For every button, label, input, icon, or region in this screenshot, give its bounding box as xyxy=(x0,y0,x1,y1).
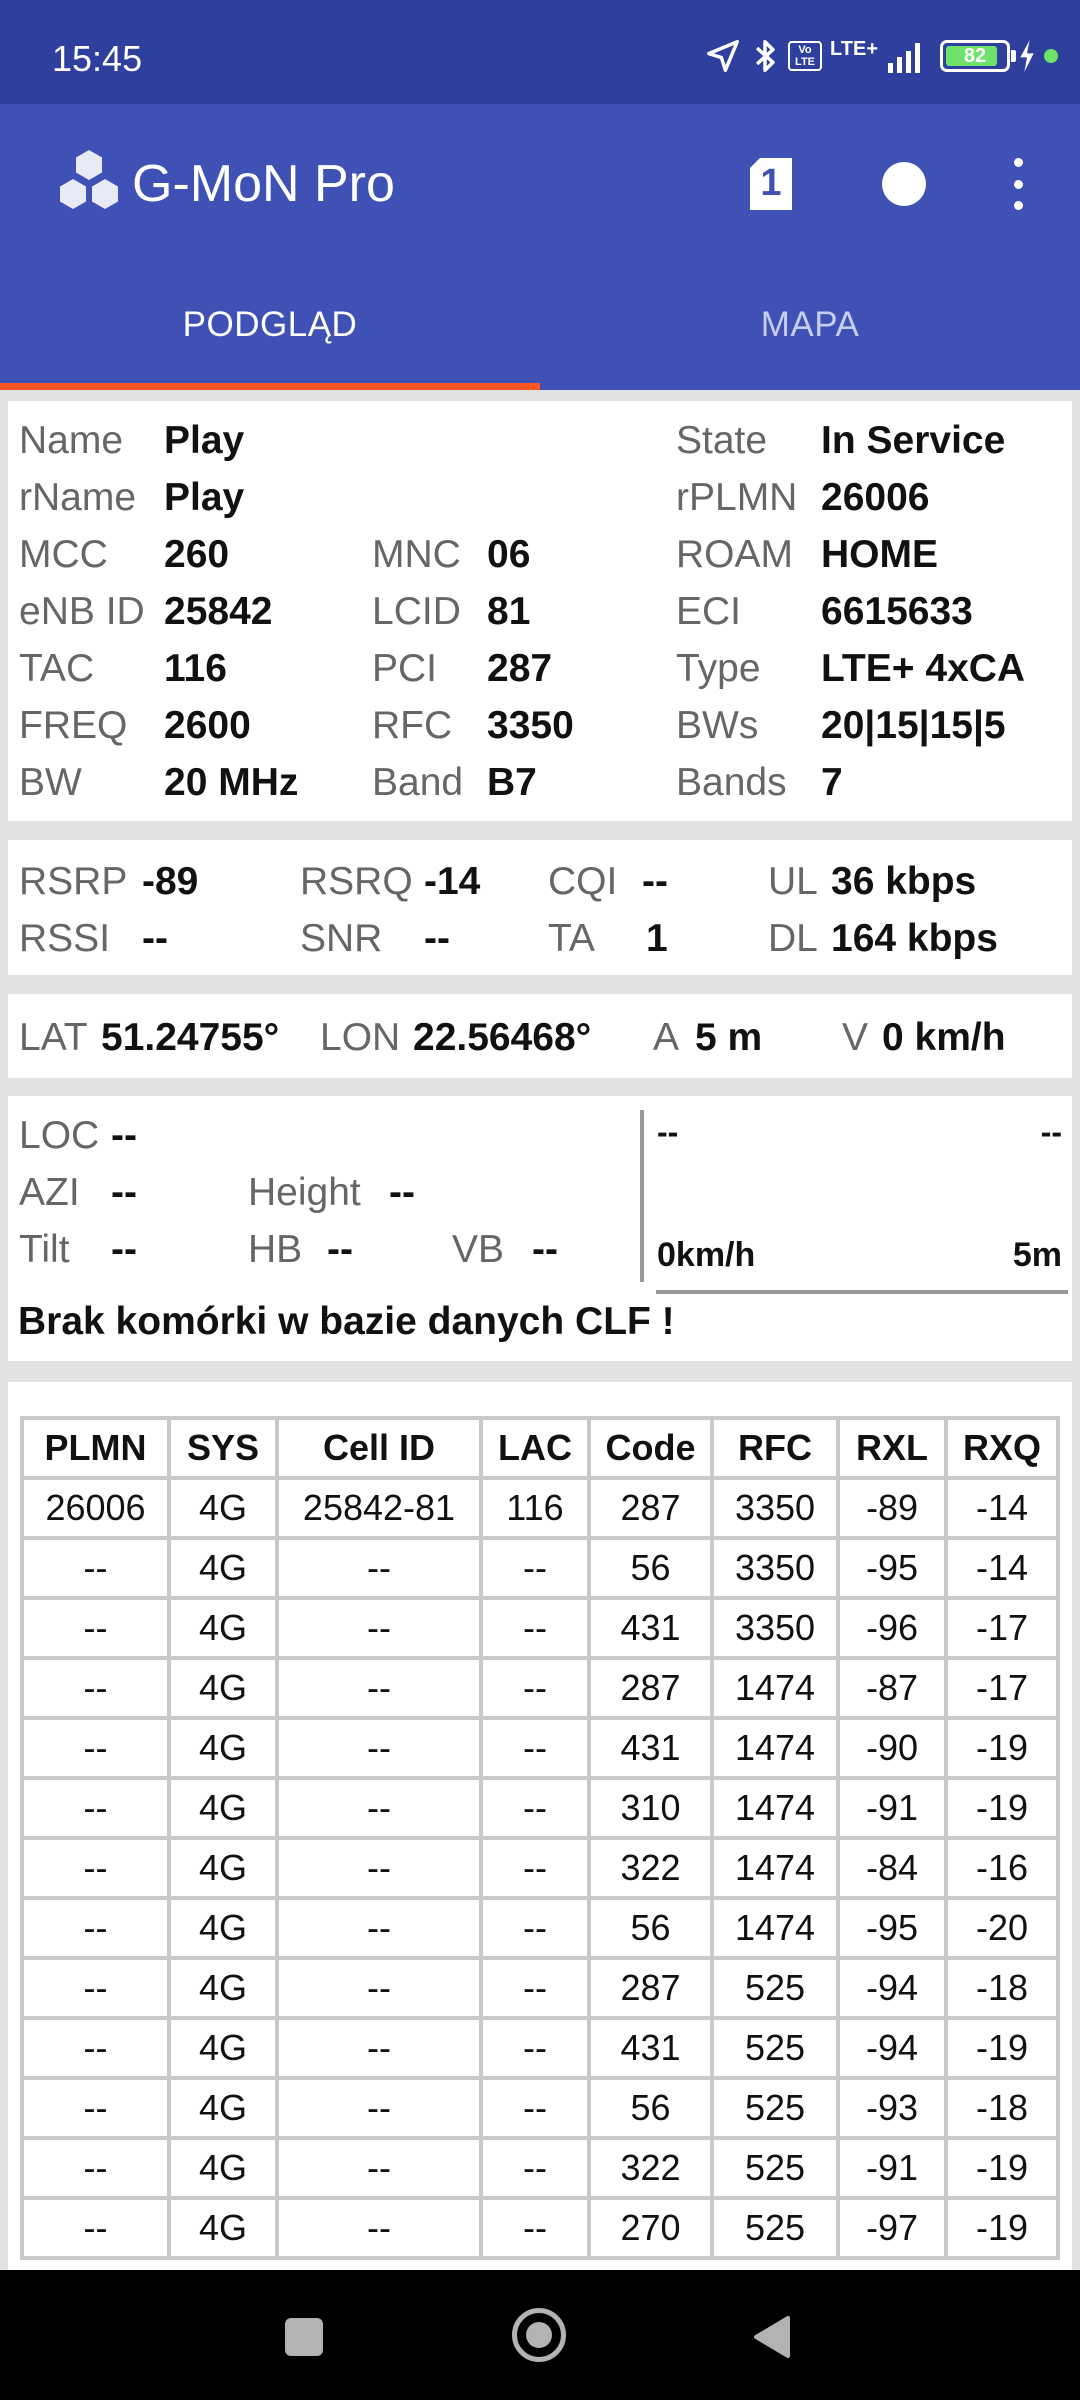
state-label: State xyxy=(676,419,768,462)
accuracy-value: 5 m xyxy=(695,1016,763,1059)
table-cell: 56 xyxy=(589,2078,712,2138)
back-button[interactable] xyxy=(752,2314,792,2360)
signal-card xyxy=(8,840,1072,975)
rplmn-label: rPLMN xyxy=(676,476,798,519)
table-cell: -18 xyxy=(946,1958,1058,2018)
mnc-value: 06 xyxy=(487,533,531,576)
column-header: PLMN xyxy=(22,1418,169,1478)
table-cell: 4G xyxy=(169,1718,277,1778)
table-row xyxy=(22,2198,1058,2258)
status-bar xyxy=(0,0,1080,104)
loc-value: -- xyxy=(111,1114,137,1157)
table-cell: 4G xyxy=(169,1958,277,2018)
table-cell: 3350 xyxy=(712,1478,838,1538)
table-cell: -16 xyxy=(946,1838,1058,1898)
type-value: LTE+ 4xCA xyxy=(821,647,1026,690)
table-cell: -- xyxy=(277,1958,481,2018)
neighbor-cells-table xyxy=(20,1416,1060,2260)
accuracy-label: A xyxy=(653,1016,680,1059)
vb-value: -- xyxy=(532,1228,558,1271)
table-cell: -- xyxy=(277,1598,481,1658)
tac-label: TAC xyxy=(19,647,95,690)
table-cell: -19 xyxy=(946,2138,1058,2198)
snr-label: SNR xyxy=(300,917,383,960)
cqi-label: CQI xyxy=(548,860,618,903)
status-time: 15:45 xyxy=(52,38,143,79)
table-cell: -19 xyxy=(946,1778,1058,1838)
app-logo-icon xyxy=(54,148,124,214)
enb-id-value: 25842 xyxy=(164,590,273,633)
table-cell: -19 xyxy=(946,1718,1058,1778)
battery-level: 82 xyxy=(963,45,987,67)
graph-speed-value: 0km/h xyxy=(657,1236,756,1274)
table-cell: -- xyxy=(22,2078,169,2138)
clf-warning-text: Brak komórki w bazie danych CLF ! xyxy=(18,1300,675,1343)
velocity-label: V xyxy=(842,1016,869,1059)
table-cell: -- xyxy=(277,2138,481,2198)
roam-label: ROAM xyxy=(676,533,793,576)
table-row xyxy=(22,1478,1058,1538)
roam-value: HOME xyxy=(821,533,938,576)
column-header: SYS xyxy=(169,1418,277,1478)
privacy-indicator-icon xyxy=(1044,49,1058,63)
record-button[interactable] xyxy=(882,162,926,206)
table-cell: -19 xyxy=(946,2018,1058,2078)
rplmn-value: 26006 xyxy=(821,476,930,519)
bluetooth-icon xyxy=(750,37,780,75)
rsrq-value: -14 xyxy=(424,860,481,903)
name-value: Play xyxy=(164,419,245,462)
loc-label: LOC xyxy=(19,1114,100,1157)
table-cell: 4G xyxy=(169,1538,277,1598)
table-cell: -- xyxy=(277,2198,481,2258)
table-cell: -- xyxy=(22,1838,169,1898)
table-row xyxy=(22,1778,1058,1838)
table-cell: -- xyxy=(277,1718,481,1778)
lon-value: 22.56468° xyxy=(413,1016,592,1059)
table-cell: 322 xyxy=(589,1838,712,1898)
rname-value: Play xyxy=(164,476,245,519)
bws-label: BWs xyxy=(676,704,759,747)
rssi-value: -- xyxy=(142,917,168,960)
rsrp-value: -89 xyxy=(142,860,199,903)
active-tab-indicator xyxy=(0,383,540,390)
table-cell: -90 xyxy=(838,1718,946,1778)
type-label: Type xyxy=(676,647,761,690)
tilt-label: Tilt xyxy=(19,1228,70,1271)
table-cell: 4G xyxy=(169,2198,277,2258)
enb-id-label: eNB ID xyxy=(19,590,145,633)
location-card xyxy=(8,994,1072,1078)
table-cell: -84 xyxy=(838,1838,946,1898)
height-label: Height xyxy=(248,1171,361,1214)
rname-label: rName xyxy=(19,476,137,519)
table-cell: -- xyxy=(277,1838,481,1898)
table-cell: -20 xyxy=(946,1898,1058,1958)
table-cell: -96 xyxy=(838,1598,946,1658)
ta-value: 1 xyxy=(646,917,668,960)
table-cell: -91 xyxy=(838,1778,946,1838)
table-cell: 287 xyxy=(589,1478,712,1538)
name-label: Name xyxy=(19,419,124,462)
volte-icon: Vo LTE xyxy=(788,41,822,71)
table-cell: 525 xyxy=(712,2138,838,2198)
bw-value: 20 MHz xyxy=(164,761,299,804)
band-value: B7 xyxy=(487,761,537,804)
table-row xyxy=(22,1598,1058,1658)
table-cell: 287 xyxy=(589,1658,712,1718)
freq-value: 2600 xyxy=(164,704,251,747)
table-cell: 56 xyxy=(589,1538,712,1598)
table-cell: -- xyxy=(277,1898,481,1958)
table-cell: -- xyxy=(22,1898,169,1958)
pci-value: 287 xyxy=(487,647,553,690)
table-header-row xyxy=(22,1418,1058,1478)
table-cell: 525 xyxy=(712,2078,838,2138)
tab-mapa[interactable]: MAPA xyxy=(760,305,860,344)
table-cell: 431 xyxy=(589,1598,712,1658)
snr-value: -- xyxy=(424,917,450,960)
table-row xyxy=(22,2138,1058,2198)
table-cell: -17 xyxy=(946,1598,1058,1658)
signal-icon xyxy=(886,39,926,73)
table-cell: -- xyxy=(22,2018,169,2078)
table-cell: 3350 xyxy=(712,1538,838,1598)
velocity-value: 0 km/h xyxy=(882,1016,1006,1059)
sim-number: 1 xyxy=(760,162,782,204)
table-cell: 4G xyxy=(169,1658,277,1718)
recents-button[interactable] xyxy=(285,2318,323,2356)
table-cell: -- xyxy=(481,1838,589,1898)
table-cell: -95 xyxy=(838,1538,946,1598)
state-value: In Service xyxy=(821,419,1006,462)
table-cell: 1474 xyxy=(712,1778,838,1838)
table-cell: -- xyxy=(481,1898,589,1958)
lcid-value: 81 xyxy=(487,590,531,633)
table-cell: -- xyxy=(481,1658,589,1718)
freq-label: FREQ xyxy=(19,704,128,747)
column-header: RXQ xyxy=(946,1418,1058,1478)
battery-icon xyxy=(940,40,1010,72)
graph-divider-vertical xyxy=(640,1110,644,1282)
table-cell: -- xyxy=(22,2198,169,2258)
hb-label: HB xyxy=(248,1228,303,1271)
table-cell: 4G xyxy=(169,1838,277,1898)
lat-label: LAT xyxy=(19,1016,88,1059)
table-row xyxy=(22,1658,1058,1718)
bw-label: BW xyxy=(19,761,82,804)
neighbor-cells-card xyxy=(8,1382,1072,2270)
eci-label: ECI xyxy=(676,590,742,633)
table-cell: 525 xyxy=(712,2018,838,2078)
table-cell: -- xyxy=(481,2198,589,2258)
rssi-label: RSSI xyxy=(19,917,111,960)
sim-selector-button[interactable] xyxy=(748,156,794,217)
table-row xyxy=(22,2018,1058,2078)
app-title: G-MoN Pro xyxy=(132,155,395,213)
status-icons xyxy=(704,36,1058,76)
table-cell: -17 xyxy=(946,1658,1058,1718)
table-row xyxy=(22,1958,1058,2018)
tilt-value: -- xyxy=(111,1228,137,1271)
table-cell: 4G xyxy=(169,1778,277,1838)
table-cell: 270 xyxy=(589,2198,712,2258)
table-cell: 525 xyxy=(712,2198,838,2258)
table-cell: -97 xyxy=(838,2198,946,2258)
table-cell: -- xyxy=(277,1658,481,1718)
vb-label: VB xyxy=(452,1228,505,1271)
dl-label: DL xyxy=(768,917,818,960)
table-cell: 431 xyxy=(589,2018,712,2078)
table-cell: 1474 xyxy=(712,1838,838,1898)
table-cell: -- xyxy=(277,2078,481,2138)
table-cell: 3350 xyxy=(712,1598,838,1658)
bands-label: Bands xyxy=(676,761,787,804)
table-cell: 1474 xyxy=(712,1898,838,1958)
table-cell: 116 xyxy=(481,1478,589,1538)
height-value: -- xyxy=(389,1171,415,1214)
tab-bar xyxy=(0,259,1080,390)
table-row xyxy=(22,1538,1058,1598)
column-header: LAC xyxy=(481,1418,589,1478)
graph-divider-horizontal xyxy=(656,1290,1068,1294)
table-cell: -- xyxy=(277,1538,481,1598)
eci-value: 6615633 xyxy=(821,590,973,633)
lcid-label: LCID xyxy=(372,590,461,633)
table-cell: -- xyxy=(22,1958,169,2018)
table-cell: 525 xyxy=(712,1958,838,2018)
table-cell: 287 xyxy=(589,1958,712,2018)
graph-distance-value: 5m xyxy=(1012,1236,1062,1274)
band-label: Band xyxy=(372,761,464,804)
table-cell: -- xyxy=(22,1778,169,1838)
cell-info-card xyxy=(8,401,1072,821)
table-cell: -- xyxy=(481,1958,589,2018)
rfc-value: 3350 xyxy=(487,704,574,747)
table-cell: -- xyxy=(481,1598,589,1658)
mcc-value: 260 xyxy=(164,533,230,576)
table-cell: -94 xyxy=(838,2018,946,2078)
column-header: RXL xyxy=(838,1418,946,1478)
table-cell: 431 xyxy=(589,1718,712,1778)
table-cell: 310 xyxy=(589,1778,712,1838)
rsrq-label: RSRQ xyxy=(300,860,413,903)
table-cell: 4G xyxy=(169,1898,277,1958)
app-bar xyxy=(0,104,1080,259)
rsrp-label: RSRP xyxy=(19,860,128,903)
table-cell: 1474 xyxy=(712,1658,838,1718)
graph-top-left-value: -- xyxy=(657,1114,679,1150)
table-cell: -- xyxy=(481,2138,589,2198)
table-cell: -- xyxy=(22,1538,169,1598)
table-cell: -- xyxy=(22,1718,169,1778)
hb-value: -- xyxy=(327,1228,353,1271)
tac-value: 116 xyxy=(164,647,227,690)
table-row xyxy=(22,1718,1058,1778)
table-cell: -- xyxy=(22,1658,169,1718)
column-header: Cell ID xyxy=(277,1418,481,1478)
table-cell: -- xyxy=(481,2078,589,2138)
table-cell: 25842-81 xyxy=(277,1478,481,1538)
mcc-label: MCC xyxy=(19,533,108,576)
table-cell: -18 xyxy=(946,2078,1058,2138)
table-cell: -- xyxy=(277,1778,481,1838)
table-cell: 322 xyxy=(589,2138,712,2198)
table-cell: -14 xyxy=(946,1478,1058,1538)
table-cell: 4G xyxy=(169,2018,277,2078)
bands-value: 7 xyxy=(821,761,843,804)
tab-podglad[interactable]: PODGLĄD xyxy=(182,305,358,344)
mnc-label: MNC xyxy=(372,533,461,576)
azi-value: -- xyxy=(111,1171,137,1214)
table-cell: -94 xyxy=(838,1958,946,2018)
azi-label: AZI xyxy=(19,1171,80,1214)
system-nav-bar xyxy=(0,2270,1080,2400)
table-row xyxy=(22,1838,1058,1898)
table-cell: -- xyxy=(481,2018,589,2078)
table-cell: -93 xyxy=(838,2078,946,2138)
home-button[interactable] xyxy=(512,2308,566,2362)
ul-value: 36 kbps xyxy=(831,860,977,903)
table-cell: 1474 xyxy=(712,1718,838,1778)
table-cell: -91 xyxy=(838,2138,946,2198)
clf-card xyxy=(8,1096,1072,1361)
column-header: Code xyxy=(589,1418,712,1478)
graph-top-right-value: -- xyxy=(1040,1114,1062,1150)
table-cell: -- xyxy=(481,1538,589,1598)
table-cell: 56 xyxy=(589,1898,712,1958)
lat-value: 51.24755° xyxy=(101,1016,280,1059)
table-cell: 4G xyxy=(169,1478,277,1538)
table-cell: -95 xyxy=(838,1898,946,1958)
table-cell: 4G xyxy=(169,2078,277,2138)
more-options-icon[interactable] xyxy=(1006,158,1030,210)
table-cell: -- xyxy=(22,1598,169,1658)
table-cell: -- xyxy=(22,2138,169,2198)
ul-label: UL xyxy=(768,860,818,903)
rfc-label: RFC xyxy=(372,704,453,747)
table-cell: -- xyxy=(481,1718,589,1778)
table-cell: -14 xyxy=(946,1538,1058,1598)
table-cell: 4G xyxy=(169,2138,277,2198)
pci-label: PCI xyxy=(372,647,438,690)
table-cell: -- xyxy=(481,1778,589,1838)
charging-bolt-icon xyxy=(1018,40,1036,72)
table-cell: 4G xyxy=(169,1598,277,1658)
location-arrow-icon xyxy=(704,37,742,75)
network-type-label: LTE+ xyxy=(830,37,878,60)
table-cell: -- xyxy=(277,2018,481,2078)
table-cell: -19 xyxy=(946,2198,1058,2258)
table-cell: 26006 xyxy=(22,1478,169,1538)
table-row xyxy=(22,1898,1058,1958)
table-cell: -89 xyxy=(838,1478,946,1538)
column-header: RFC xyxy=(712,1418,838,1478)
cqi-value: -- xyxy=(642,860,668,903)
table-cell: -87 xyxy=(838,1658,946,1718)
dl-value: 164 kbps xyxy=(831,917,998,960)
ta-label: TA xyxy=(548,917,595,960)
lon-label: LON xyxy=(320,1016,401,1059)
bws-value: 20|15|15|5 xyxy=(821,704,1006,747)
table-row xyxy=(22,2078,1058,2138)
